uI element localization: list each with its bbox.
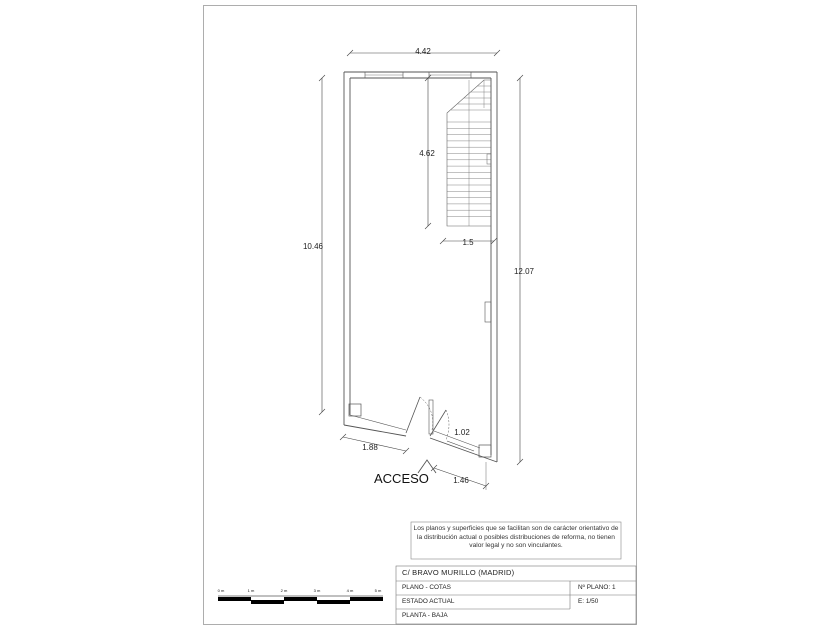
title-street: C/ BRAVO MURILLO (MADRID) (402, 568, 515, 577)
scale-seg-4 (317, 600, 350, 604)
dim-facade-right: 1.46 (453, 476, 469, 485)
door-swing-left (420, 397, 433, 430)
dim-stair-width: 1.5 (462, 238, 474, 247)
scale-bar (218, 588, 383, 604)
title-estado: ESTADO ACTUAL (402, 598, 455, 605)
facade-wall-left (344, 425, 406, 436)
floor-plan (344, 72, 497, 462)
scale-seg-1 (218, 597, 251, 601)
scale-label-5: 5 m (374, 588, 382, 593)
title-numero: Nº PLANO: 1 (578, 584, 616, 591)
dim-door-width: 1.02 (454, 428, 470, 437)
scale-seg-3 (284, 597, 317, 601)
access-label: ACCESO (374, 471, 429, 486)
scale-seg-2 (251, 600, 284, 604)
pillar-left (349, 404, 361, 416)
scale-seg-5 (350, 597, 383, 601)
scale-label-1: 1 m (247, 588, 255, 593)
dim-width-top: 4.42 (415, 47, 431, 56)
scale-label-2: 2 m (280, 588, 288, 593)
pillar-right (479, 445, 491, 457)
dim-left-height: 10.46 (302, 242, 324, 251)
scale-label-3: 3 m (313, 588, 321, 593)
title-plano: PLANO - COTAS (402, 584, 451, 591)
scale-label-0: 0 m (217, 588, 225, 593)
wall-niche (485, 302, 491, 322)
door-leaf-right (430, 410, 446, 436)
door-leaf-left (406, 397, 420, 433)
dim-right-height: 12.07 (513, 267, 535, 276)
title-escala: E: 1/50 (578, 598, 599, 605)
scale-label-4: 4 m (346, 588, 354, 593)
disclaimer-text: Los planos y superficies que se facilitan son de carácter orientativo de la distribución actual o posibles distribuciones de reforma, no tienen valor legal y no son vinculantes. (413, 525, 619, 550)
title-planta: PLANTA - BAJA (402, 612, 448, 619)
dim-stair-length: 4.62 (419, 149, 435, 158)
staircase (447, 80, 491, 226)
dim-facade-left: 1.88 (362, 443, 378, 452)
